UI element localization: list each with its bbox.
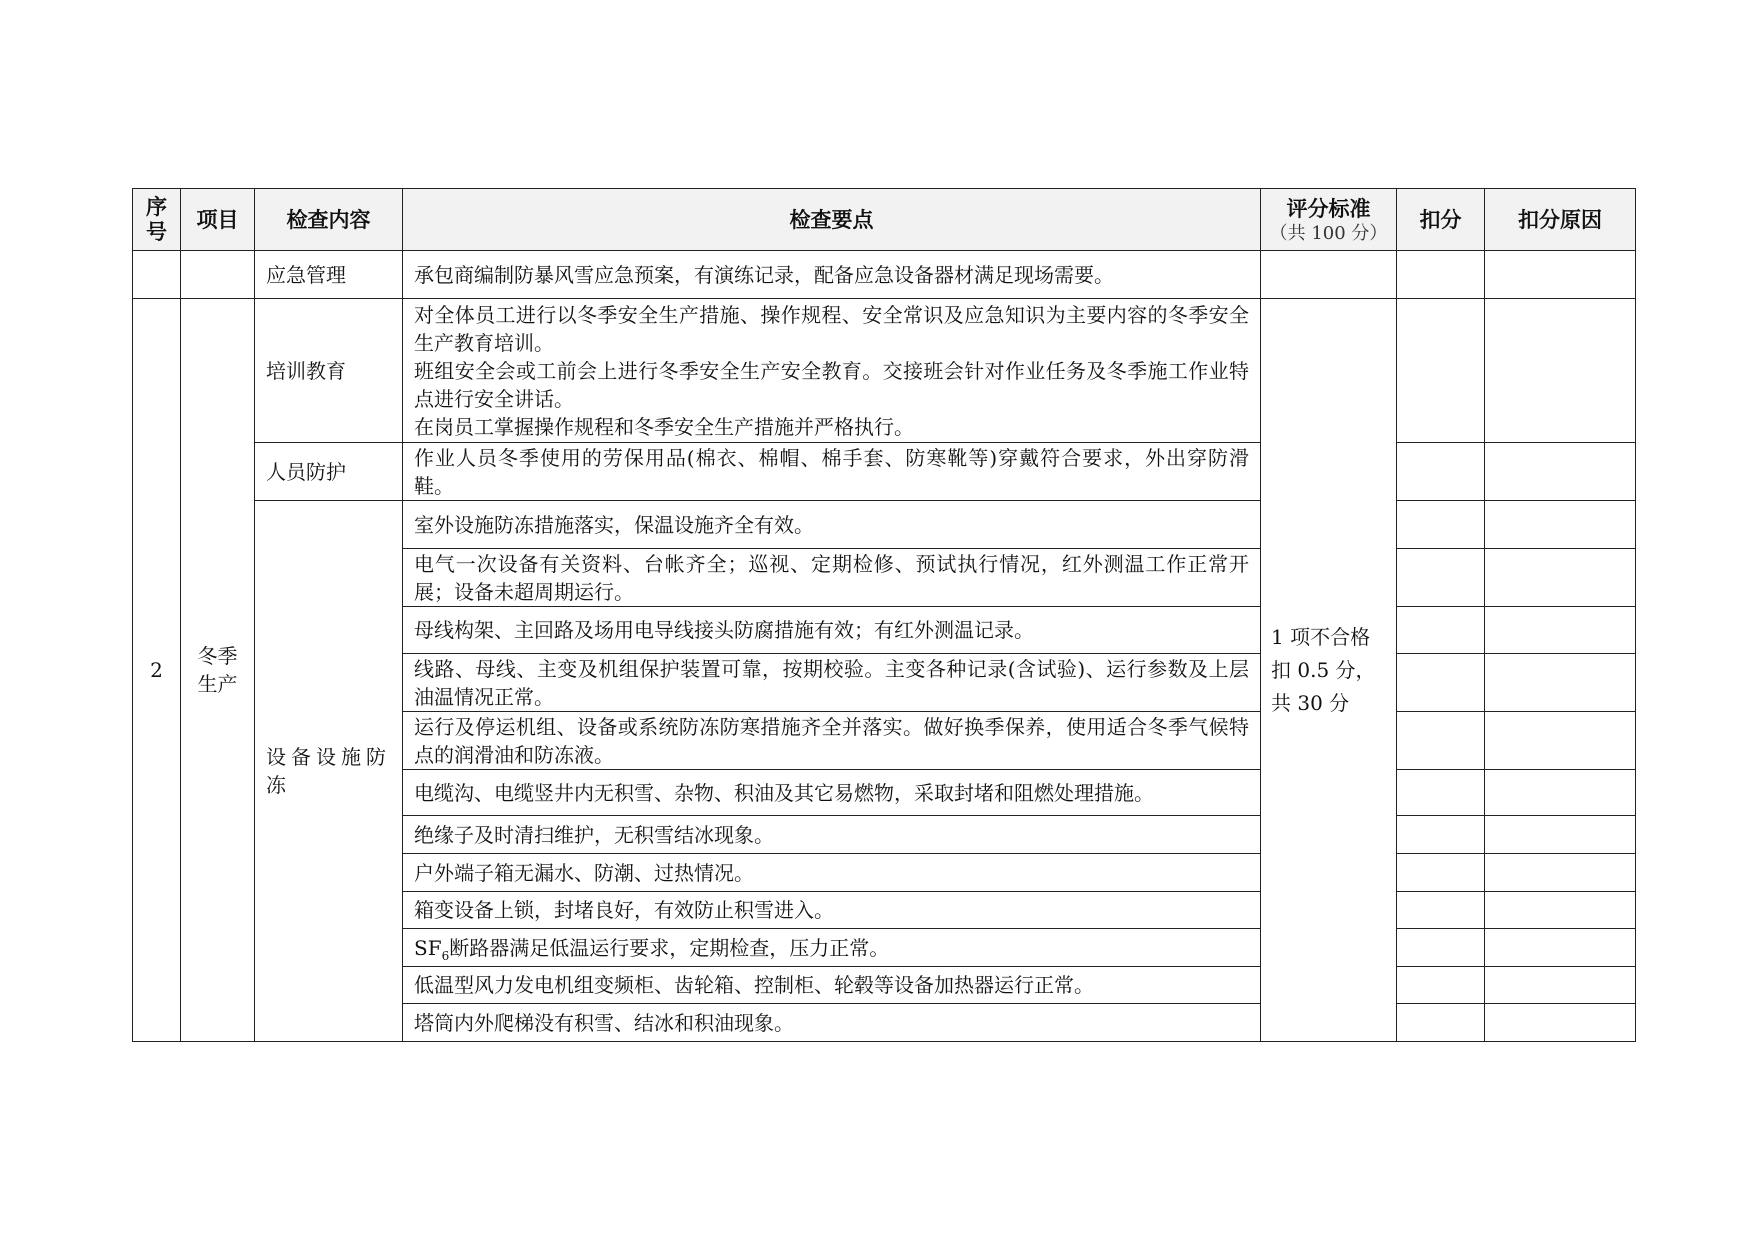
standard-line: 1 项不合格	[1271, 624, 1371, 649]
point-cell	[403, 929, 1261, 967]
deduct-cell[interactable]	[1397, 854, 1485, 892]
point-line: 对全体员工进行以冬季安全生产措施、操作规程、安全常识及应急知识为主要内容的冬季安全生产教育培训。	[414, 302, 1249, 355]
deduct-cell[interactable]	[1397, 929, 1485, 967]
header-standard	[1261, 189, 1397, 251]
point-cell: 绝缘子及时清扫维护，无积雪结冰现象。	[403, 816, 1261, 854]
point-cell: 箱变设备上锁，封堵良好，有效防止积雪进入。	[403, 892, 1261, 929]
point-cell: 低温型风力发电机组变频柜、齿轮箱、控制柜、轮毂等设备加热器运行正常。	[403, 967, 1261, 1004]
reason-cell[interactable]	[1485, 549, 1636, 607]
reason-cell[interactable]	[1485, 299, 1636, 443]
content-cell: 设备设施防冻	[255, 501, 403, 1042]
point-cell: 线路、母线、主变及机组保护装置可靠，按期校验。主变各种记录(含试验)、运行参数及上层油温情况正常。	[403, 654, 1261, 712]
header-seq: 序号	[133, 189, 181, 251]
sf6-subscript: 6	[441, 948, 450, 963]
sf6-prefix: SF	[414, 935, 442, 960]
deduct-cell[interactable]	[1397, 712, 1485, 770]
table-row	[133, 501, 1636, 549]
reason-cell[interactable]	[1485, 654, 1636, 712]
header-deduct: 扣分	[1397, 189, 1485, 251]
point-cell: 运行及停运机组、设备或系统防冻防寒措施齐全并落实。做好换季保养，使用适合冬季气候特点的润滑油和防冻液。	[403, 712, 1261, 770]
point-cell: 室外设施防冻措施落实，保温设施齐全有效。	[403, 501, 1261, 549]
standard-cell	[1261, 251, 1397, 299]
point-line: 在岗员工掌握操作规程和冬季安全生产措施并严格执行。	[414, 414, 914, 439]
reason-cell[interactable]	[1485, 770, 1636, 816]
reason-cell[interactable]	[1485, 443, 1636, 501]
reason-cell[interactable]	[1485, 1004, 1636, 1042]
point-cell: 电缆沟、电缆竖井内无积雪、杂物、积油及其它易燃物，采取封堵和阻燃处理措施。	[403, 770, 1261, 816]
point-cell: 母线构架、主回路及场用电导线接头防腐措施有效；有红外测温记录。	[403, 607, 1261, 654]
deduct-cell[interactable]	[1397, 501, 1485, 549]
header-row	[133, 189, 1636, 251]
standard-line: 扣 0.5 分，	[1271, 657, 1376, 682]
reason-cell[interactable]	[1485, 967, 1636, 1004]
deduct-cell[interactable]	[1397, 654, 1485, 712]
header-reason: 扣分原因	[1485, 189, 1636, 251]
inspection-table	[132, 188, 1636, 1042]
standard-cell	[1261, 299, 1397, 1042]
header-points: 检查要点	[403, 189, 1261, 251]
header-content: 检查内容	[255, 189, 403, 251]
reason-cell[interactable]	[1485, 816, 1636, 854]
header-project: 项目	[181, 189, 255, 251]
deduct-cell[interactable]	[1397, 549, 1485, 607]
deduct-cell[interactable]	[1397, 770, 1485, 816]
content-cell: 人员防护	[255, 443, 403, 501]
deduct-cell[interactable]	[1397, 251, 1485, 299]
content-cell: 应急管理	[255, 251, 403, 299]
reason-cell[interactable]	[1485, 607, 1636, 654]
seq-cell	[133, 251, 181, 299]
header-standard-note: （共 100 分）	[1269, 222, 1388, 244]
content-cell: 培训教育	[255, 299, 403, 443]
standard-line: 共 30 分	[1271, 690, 1350, 715]
deduct-cell[interactable]	[1397, 607, 1485, 654]
header-standard-title: 评分标准	[1286, 196, 1371, 221]
project-cell	[181, 251, 255, 299]
point-cell	[403, 299, 1261, 443]
reason-cell[interactable]	[1485, 929, 1636, 967]
deduct-cell[interactable]	[1397, 299, 1485, 443]
point-cell: 作业人员冬季使用的劳保用品(棉衣、棉帽、棉手套、防寒靴等)穿戴符合要求，外出穿防滑鞋。	[403, 443, 1261, 501]
reason-cell[interactable]	[1485, 251, 1636, 299]
point-cell: 户外端子箱无漏水、防潮、过热情况。	[403, 854, 1261, 892]
deduct-cell[interactable]	[1397, 1004, 1485, 1042]
point-cell: 电气一次设备有关资料、台帐齐全；巡视、定期检修、预试执行情况，红外测温工作正常开展；设备未超周期运行。	[403, 549, 1261, 607]
deduct-cell[interactable]	[1397, 816, 1485, 854]
deduct-cell[interactable]	[1397, 892, 1485, 929]
reason-cell[interactable]	[1485, 892, 1636, 929]
reason-cell[interactable]	[1485, 854, 1636, 892]
table-row	[133, 443, 1636, 501]
deduct-cell[interactable]	[1397, 967, 1485, 1004]
table-row	[133, 299, 1636, 443]
point-cell: 承包商编制防暴风雪应急预案，有演练记录，配备应急设备器材满足现场需要。	[403, 251, 1261, 299]
point-line: 班组安全会或工前会上进行冬季安全生产安全教育。交接班会针对作业任务及冬季施工作业特点进行安全讲话。	[414, 358, 1249, 411]
project-cell: 冬季生产	[181, 299, 255, 1042]
deduct-cell[interactable]	[1397, 443, 1485, 501]
sf6-text: 断路器满足低温运行要求，定期检查，压力正常。	[449, 935, 890, 960]
seq-cell: 2	[133, 299, 181, 1042]
point-cell: 塔筒内外爬梯没有积雪、结冰和积油现象。	[403, 1004, 1261, 1042]
reason-cell[interactable]	[1485, 712, 1636, 770]
table-row	[133, 251, 1636, 299]
reason-cell[interactable]	[1485, 501, 1636, 549]
